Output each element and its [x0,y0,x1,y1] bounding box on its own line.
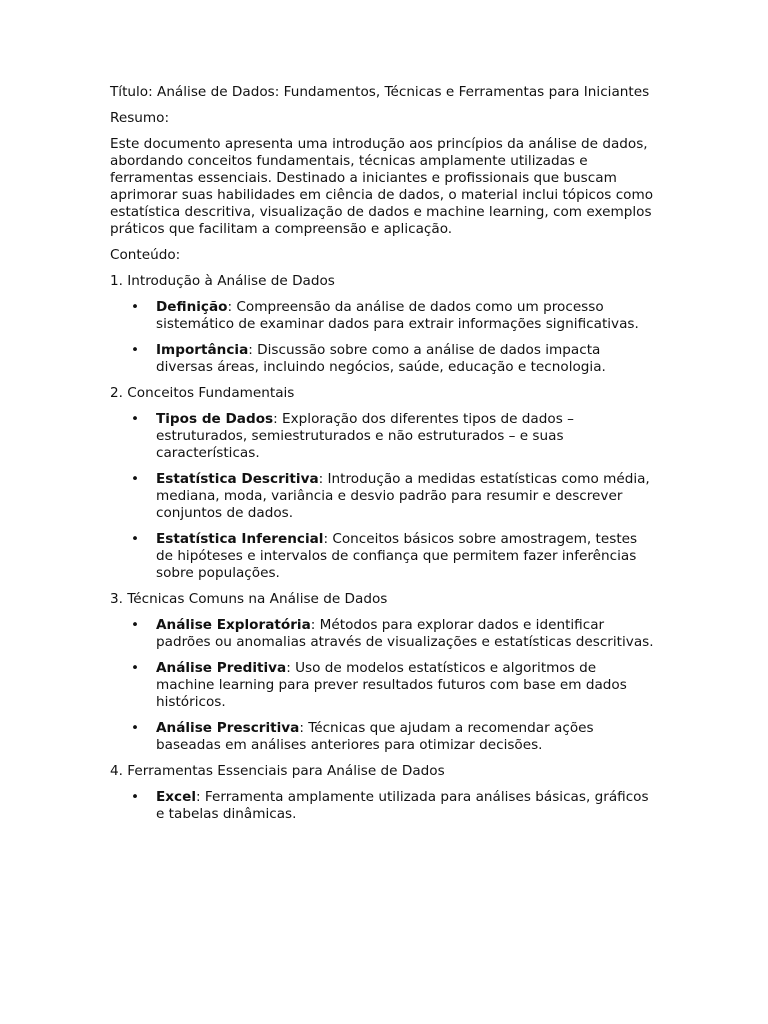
document-page [110,84,655,832]
item-term: Definição [156,299,228,315]
document-title: Título: Análise de Dados: Fundamentos, Técnicas e Ferramentas para Iniciantes [110,84,650,100]
item-term: Excel [156,789,196,805]
list-item [110,531,655,582]
bullet-list [110,411,655,582]
item-description: : Discussão sobre como a análise de dados impacta diversas áreas, incluindo negócios, saúde, educação e tecnologia. [156,342,606,375]
bullet-list [110,789,655,823]
summary-label: Resumo: [110,110,170,126]
list-item [110,660,655,711]
list-item [110,789,655,823]
item-description: : Conceitos básicos sobre amostragem, testes de hipóteses e intervalos de confiança que permitem fazer inferências sobre populações. [156,531,638,581]
bullet-icon: • [131,471,140,487]
bullet-icon: • [131,660,140,676]
list-item [110,342,655,376]
item-description: : Técnicas que ajudam a recomendar ações baseadas em análises anteriores para otimizar decisões. [156,720,594,753]
bullet-icon: • [131,531,140,547]
item-term: Análise Exploratória [156,617,311,633]
item-term: Estatística Inferencial [156,531,324,547]
section-heading: 4. Ferramentas Essenciais para Análise de Dados [110,763,445,779]
bullet-list [110,299,655,376]
bullet-list [110,617,655,754]
item-description: : Compreensão da análise de dados como um processo sistemático de examinar dados para extrair informações significativas. [156,299,639,332]
section-heading: 1. Introdução à Análise de Dados [110,273,335,289]
bullet-icon: • [131,789,140,805]
list-item [110,720,655,754]
item-term: Importância [156,342,249,358]
item-description: : Exploração dos diferentes tipos de dados – estruturados, semiestruturados e não estruturados – e suas características. [156,411,574,461]
contents-label: Conteúdo: [110,247,181,263]
section-heading: 3. Técnicas Comuns na Análise de Dados [110,591,388,607]
item-description: : Métodos para explorar dados e identificar padrões ou anomalias através de visualizações e estatísticas descritivas. [156,617,654,650]
item-term: Análise Prescritiva [156,720,300,736]
bullet-icon: • [131,617,140,633]
bullet-icon: • [131,720,140,736]
item-term: Tipos de Dados [156,411,274,427]
bullet-icon: • [131,342,140,358]
bullet-icon: • [131,411,140,427]
item-description: : Ferramenta amplamente utilizada para análises básicas, gráficos e tabelas dinâmicas. [156,789,649,822]
list-item [110,411,655,462]
item-description: : Introdução a medidas estatísticas como média, mediana, moda, variância e desvio padrão para resumir e descrever conjuntos de dados. [156,471,650,521]
item-description: : Uso de modelos estatísticos e algoritmos de machine learning para prever resultados futuros com base em dados históricos. [156,660,627,710]
bullet-icon: • [131,299,140,315]
list-item [110,299,655,333]
item-term: Análise Preditiva [156,660,287,676]
section-heading: 2. Conceitos Fundamentais [110,385,295,401]
list-item [110,471,655,522]
summary-text: Este documento apresenta uma introdução aos princípios da análise de dados, abordando conceitos fundamentais, técnicas amplamente utilizadas e ferramentas essenciais. Destinado a iniciantes e profissionais que buscam aprimorar suas habilidades em ciência de dados, o material inclui tópicos como estatística descritiva, visualização de dados e machine learning, com exemplos práticos que facilitam a compreensão e aplicação. [110,136,654,237]
item-term: Estatística Descritiva [156,471,319,487]
list-item [110,617,655,651]
